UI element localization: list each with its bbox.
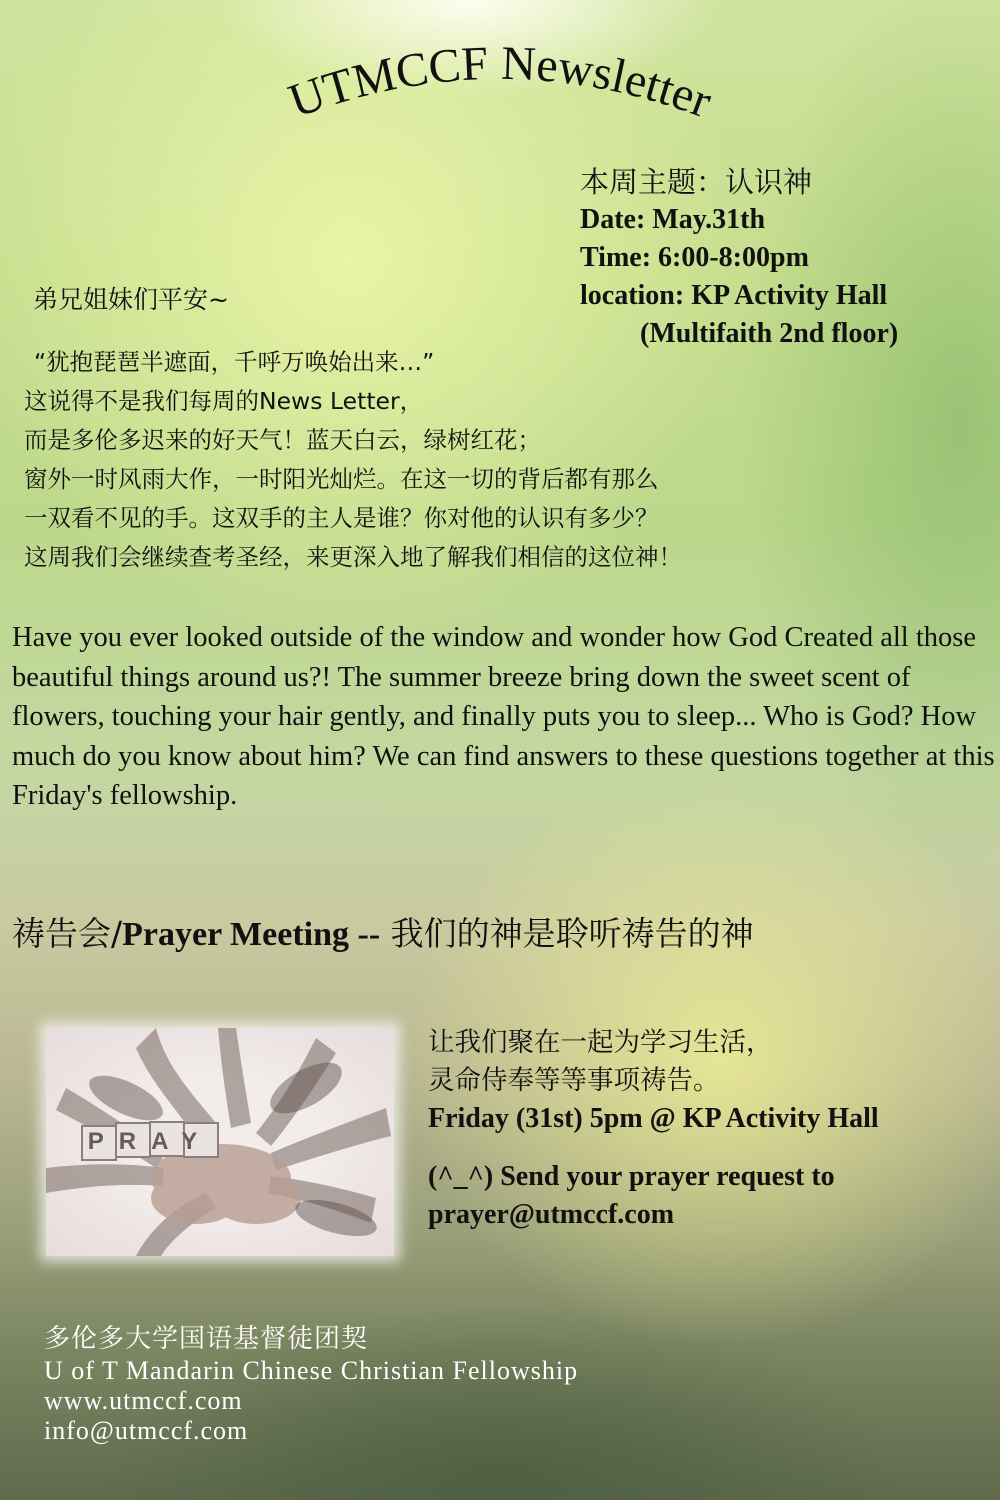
pray-blocks bbox=[82, 1122, 218, 1160]
prayer-heading-subtitle: 我们的神是聆听祷告的神 bbox=[380, 914, 754, 953]
prayer-meeting-heading bbox=[12, 908, 754, 955]
english-message: Have you ever looked outside of the window and wonder how God Created all those beautiful things around us?! The summer breeze bring down the sweet scent of flowers, touching your hair gently, and finally puts you to sleep... Who is God? How much do you know about him? We can find answers to these questions together at this Friday's fellowship. bbox=[12, 622, 995, 811]
chinese-message-line: 窗外一时风雨大作，一时阳光灿烂。在这一切的背后都有那么 bbox=[24, 465, 659, 493]
newsletter-title bbox=[200, 20, 800, 150]
prayer-schedule: Friday (31st) 5pm @ KP Activity Hall bbox=[428, 1103, 879, 1134]
chinese-message-line: 一双看不见的手。这双手的主人是谁？你对他的认识有多少？ bbox=[24, 504, 659, 532]
prayer-request-email[interactable]: prayer@utmccf.com bbox=[428, 1199, 675, 1230]
pray-hands-image bbox=[46, 1028, 394, 1256]
chinese-message-line: 这周我们会继续查考圣经，来更深入地了解我们相信的这位神！ bbox=[24, 543, 682, 571]
prayer-heading-en: Prayer Meeting -- bbox=[122, 916, 381, 953]
footer-org-en: U of T Mandarin Chinese Christian Fellowship bbox=[44, 1356, 579, 1385]
event-location-detail: (Multifaith 2nd floor) bbox=[640, 318, 899, 349]
prayer-meeting-details bbox=[428, 1024, 879, 1234]
prayer-heading-cn: 祷告会/ bbox=[12, 914, 123, 953]
chinese-message-line: “犹抱琵琶半遮面，千呼万唤始出来…” bbox=[34, 348, 435, 376]
event-location: location: KP Activity Hall bbox=[580, 280, 888, 311]
event-info bbox=[580, 163, 898, 353]
footer bbox=[44, 1322, 578, 1446]
prayer-request-instruction: (^_^) Send your prayer request to bbox=[428, 1161, 835, 1192]
footer-website[interactable]: www.utmccf.com bbox=[44, 1386, 243, 1415]
weekly-theme: 本周主题：认识神 bbox=[580, 165, 813, 199]
hands-illustration bbox=[46, 1028, 394, 1256]
footer-org-cn: 多伦多大学国语基督徒团契 bbox=[44, 1324, 369, 1354]
prayer-description-line: 灵命侍奉等等事项祷告。 bbox=[428, 1065, 720, 1096]
chinese-message-line: 这说得不是我们每周的News Letter， bbox=[24, 387, 424, 415]
chinese-message bbox=[24, 343, 682, 577]
greeting: 弟兄姐妹们平安~ bbox=[33, 285, 229, 314]
svg-text:UTMCCF Newsletter bbox=[282, 37, 718, 129]
event-time: Time: 6:00-8:00pm bbox=[580, 242, 809, 273]
event-date: Date: May.31th bbox=[580, 204, 766, 235]
newsletter-title-text: UTMCCF Newsletter bbox=[282, 36, 719, 129]
prayer-description-line: 让我们聚在一起为学习生活， bbox=[428, 1027, 773, 1058]
footer-email[interactable]: info@utmccf.com bbox=[44, 1416, 249, 1445]
pray-label: PRAY bbox=[87, 1128, 213, 1155]
chinese-message-line: 而是多伦多迟来的好天气！蓝天白云，绿树红花； bbox=[24, 426, 541, 454]
